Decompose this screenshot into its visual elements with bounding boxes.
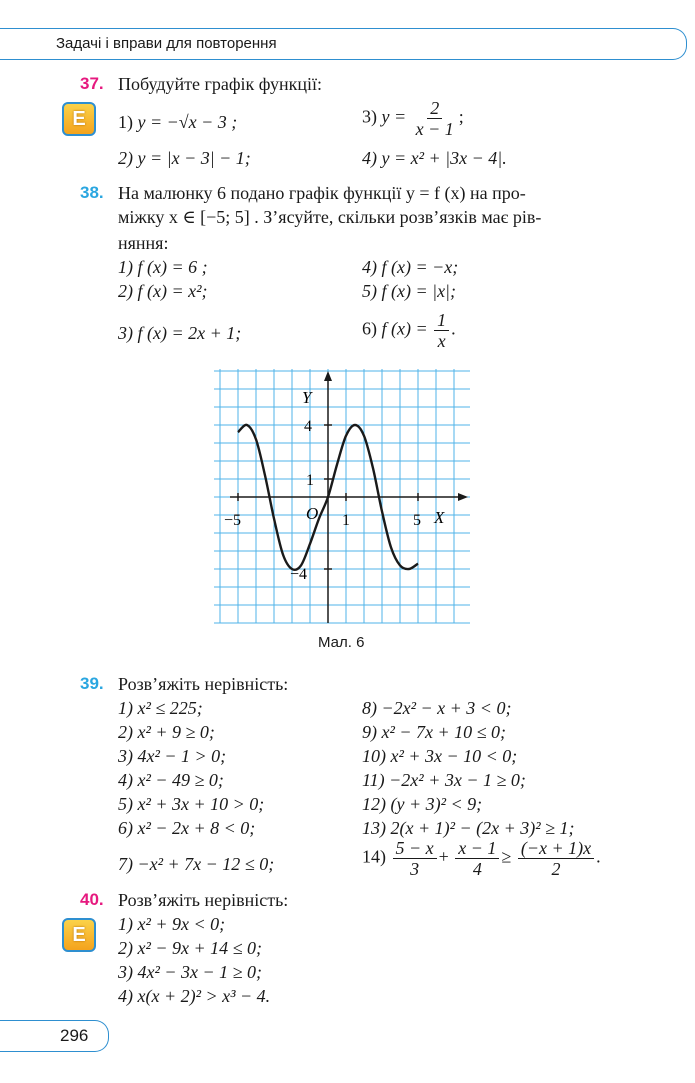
problem-39-item: 6) x² − 2x + 8 < 0;: [118, 818, 256, 838]
problem-39-number: 39.: [80, 674, 104, 693]
problem-38-item-2: 2) f (x) = x²;: [118, 281, 208, 301]
problem-39-item: 9) x² − 7x + 10 ≤ 0;: [362, 722, 507, 742]
y-tick-neg-4: −4: [290, 566, 308, 583]
x-tick-5: 5: [413, 512, 421, 529]
problem-39-item: 11) −2x² + 3x − 1 ≥ 0;: [362, 770, 526, 790]
x-tick-neg-5: −5: [224, 512, 242, 529]
origin-label: O: [306, 504, 319, 523]
problem-38-item-5: 5) f (x) = |x|;: [362, 281, 456, 301]
problem-39-item: 5) x² + 3x + 10 > 0;: [118, 794, 265, 814]
level-e-badge-icon: Е: [62, 918, 96, 952]
level-e-badge-icon: Е: [62, 102, 96, 136]
problem-40-item: 4) x(x + 2)² > x³ − 4.: [118, 986, 271, 1006]
problem-37-item-1: 1) y = −√x − 3 ;: [118, 112, 238, 132]
problem-38-line-1: На малюнку 6 подано графік функції y = f (x) на про-: [118, 183, 526, 203]
problem-37-item-3: 3) y = $\frac{2}{x - 1}$ ;: [362, 98, 464, 139]
problem-38-item-3: 3) f (x) = 2x + 1;: [118, 323, 242, 343]
problem-38-item-6: 6) f (x) = $\frac{1}{x}$ .: [362, 310, 456, 351]
problem-39-item: 8) −2x² − x + 3 < 0;: [362, 698, 512, 718]
problem-39-item: 7) −x² + 7x − 12 ≤ 0;: [118, 854, 275, 874]
x-tick-1: 1: [342, 512, 350, 529]
problem-37-item-2: 2) y = |x − 3| − 1;: [118, 148, 251, 168]
y-axis-arrow-icon: [324, 371, 332, 381]
problem-39-text: Розв’яжіть нерівність:: [118, 674, 289, 694]
function-graph-figure: [210, 365, 480, 625]
problem-39-item-14: 14) $\frac{5 - x}{3}$ + $\frac{x - 1}{4}$ ≥ $\frac{(-x + 1)x}{2}$ .: [362, 838, 601, 879]
figure-caption: Мал. 6: [318, 634, 365, 651]
problem-40-item: 3) 4x² − 3x − 1 ≥ 0;: [118, 962, 263, 982]
x-axis-label: X: [434, 508, 445, 527]
problem-39-item: 2) x² + 9 ≥ 0;: [118, 722, 215, 742]
problem-38-line-2: міжку x ∈ [−5; 5] . З’ясуйте, скільки розв’язків має рів-: [118, 207, 542, 227]
y-tick-4: 4: [304, 418, 312, 435]
section-title: Задачі і вправи для повторення: [56, 35, 277, 52]
problem-39-item: 1) x² ≤ 225;: [118, 698, 203, 718]
graph-grid: [214, 369, 470, 623]
y-axis-label: Y: [302, 388, 312, 407]
problem-40-text: Розв’яжіть нерівність:: [118, 890, 289, 910]
problem-38-line-3: няння:: [118, 233, 169, 253]
graph-axes: [230, 371, 468, 623]
problem-39-item: 10) x² + 3x − 10 < 0;: [362, 746, 518, 766]
problem-40-item: 2) x² − 9x + 14 ≤ 0;: [118, 938, 263, 958]
y-tick-1: 1: [306, 472, 314, 489]
page-number-box: [0, 1020, 109, 1052]
problem-39-item: 4) x² − 49 ≥ 0;: [118, 770, 224, 790]
problem-38-item-4: 4) f (x) = −x;: [362, 257, 459, 277]
problem-39-item: 3) 4x² − 1 > 0;: [118, 746, 227, 766]
problem-37-text: Побудуйте графік функції:: [118, 74, 322, 94]
problem-39-item: 12) (y + 3)² < 9;: [362, 794, 483, 814]
problem-38-item-1: 1) f (x) = 6 ;: [118, 257, 208, 277]
problem-38-number: 38.: [80, 183, 104, 202]
problem-40-item: 1) x² + 9x < 0;: [118, 914, 226, 934]
problem-40-number: 40.: [80, 890, 104, 909]
problem-39-item: 13) 2(x + 1)² − (2x + 3)² ≥ 1;: [362, 818, 575, 838]
problem-37-item-4: 4) y = x² + |3x − 4|.: [362, 148, 507, 168]
x-axis-arrow-icon: [458, 493, 468, 501]
page-number: 296: [60, 1026, 89, 1045]
problem-37-number: 37.: [80, 74, 104, 93]
